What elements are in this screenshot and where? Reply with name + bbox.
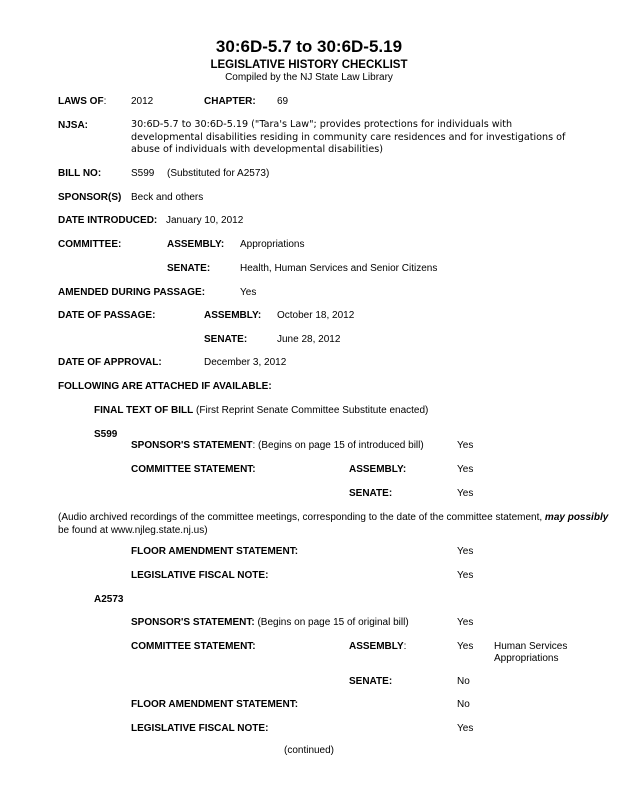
s599-fiscal-label: LEGISLATIVE FISCAL NOTE: xyxy=(131,570,269,581)
following-heading: FOLLOWING ARE ATTACHED IF AVAILABLE: xyxy=(58,381,272,392)
chapter-value: 69 xyxy=(277,96,289,107)
a2573-sponsor-statement: SPONSOR'S STATEMENT: (Begins on page 15 of original bill) xyxy=(131,617,409,628)
s599-assembly-label: ASSEMBLY: xyxy=(349,464,407,475)
bill-no-label: BILL NO: xyxy=(58,168,102,179)
chapter-label: CHAPTER: xyxy=(204,96,256,107)
date-introduced-value: January 10, 2012 xyxy=(166,215,244,226)
s599-assembly-value: Yes xyxy=(457,464,474,475)
passage-senate-value: June 28, 2012 xyxy=(277,334,341,345)
a2573-senate-label: SENATE: xyxy=(349,676,393,687)
committee-senate-label: SENATE: xyxy=(167,263,211,274)
passage-assembly-value: October 18, 2012 xyxy=(277,310,355,321)
a2573-assembly-committee-2: Appropriations xyxy=(494,653,559,664)
a2573-assembly-committee-1: Human Services xyxy=(494,641,568,652)
committee-senate-value: Health, Human Services and Senior Citizens xyxy=(240,263,438,274)
s599-fiscal-value: Yes xyxy=(457,570,474,581)
njsa-label: NJSA: xyxy=(58,120,89,131)
date-of-approval-label: DATE OF APPROVAL: xyxy=(58,357,162,368)
s599-sponsor-value: Yes xyxy=(457,440,474,451)
bill-no-note: (Substituted for A2573) xyxy=(167,168,270,179)
s599-senate-value: Yes xyxy=(457,488,474,499)
a2573-senate-value: No xyxy=(457,676,470,687)
sponsors-value: Beck and others xyxy=(131,192,204,203)
a2573-floor-label: FLOOR AMENDMENT STATEMENT: xyxy=(131,699,299,710)
a2573-assembly-label: ASSEMBLY: xyxy=(349,641,407,652)
s599-sponsor-statement: SPONSOR'S STATEMENT: (Begins on page 15 of introduced bill) xyxy=(131,440,424,451)
passage-assembly-label: ASSEMBLY: xyxy=(204,310,262,321)
committee-assembly-value: Appropriations xyxy=(240,239,305,250)
s599-committee-label: COMMITTEE STATEMENT: xyxy=(131,464,256,475)
committee-assembly-label: ASSEMBLY: xyxy=(167,239,225,250)
laws-of-label: LAWS OF: xyxy=(58,96,107,107)
final-text-row: FINAL TEXT OF BILL (First Reprint Senate Committee Substitute enacted) xyxy=(94,405,429,416)
a2573-fiscal-label: LEGISLATIVE FISCAL NOTE: xyxy=(131,723,269,734)
njsa-value: 30:6D-5.7 to 30:6D-5.19 ("Tara's Law"; provides protections for individuals with developmental disabilities residing in community care residences and for investigations of abuse of individuals with developmental disabilities) xyxy=(131,119,566,155)
date-of-passage-label: DATE OF PASSAGE: xyxy=(58,310,156,321)
bill-no-value: S599 xyxy=(131,168,155,179)
a2573-sponsor-value: Yes xyxy=(457,617,474,628)
passage-senate-label: SENATE: xyxy=(204,334,248,345)
a2573-fiscal-value: Yes xyxy=(457,723,474,734)
continued-note: (continued) xyxy=(283,745,335,756)
sponsors-label: SPONSOR(S) xyxy=(58,192,122,203)
laws-of-value: 2012 xyxy=(131,96,154,107)
committee-label: COMMITTEE: xyxy=(58,239,122,250)
amended-value: Yes xyxy=(240,287,257,298)
s599-heading: S599 xyxy=(94,429,118,440)
page-title: 30:6D-5.7 to 30:6D-5.19 xyxy=(215,37,403,56)
compiled-by: Compiled by the NJ State Law Library xyxy=(225,72,393,83)
date-of-approval-value: December 3, 2012 xyxy=(204,357,287,368)
a2573-heading: A2573 xyxy=(94,594,124,605)
s599-floor-label: FLOOR AMENDMENT STATEMENT: xyxy=(131,546,299,557)
page-subtitle: LEGISLATIVE HISTORY CHECKLIST xyxy=(210,59,408,71)
amended-label: AMENDED DURING PASSAGE: xyxy=(58,287,206,298)
s599-senate-label: SENATE: xyxy=(349,488,393,499)
a2573-floor-value: No xyxy=(457,699,470,710)
date-introduced-label: DATE INTRODUCED: xyxy=(58,215,158,226)
a2573-committee-label: COMMITTEE STATEMENT: xyxy=(131,641,256,652)
s599-floor-value: Yes xyxy=(457,546,474,557)
audio-note: (Audio archived recordings of the committee meetings, corresponding to the date of the committee statement, may possibly be found at www.njleg.state.nj.us) xyxy=(58,512,609,536)
a2573-assembly-value: Yes xyxy=(457,641,474,652)
